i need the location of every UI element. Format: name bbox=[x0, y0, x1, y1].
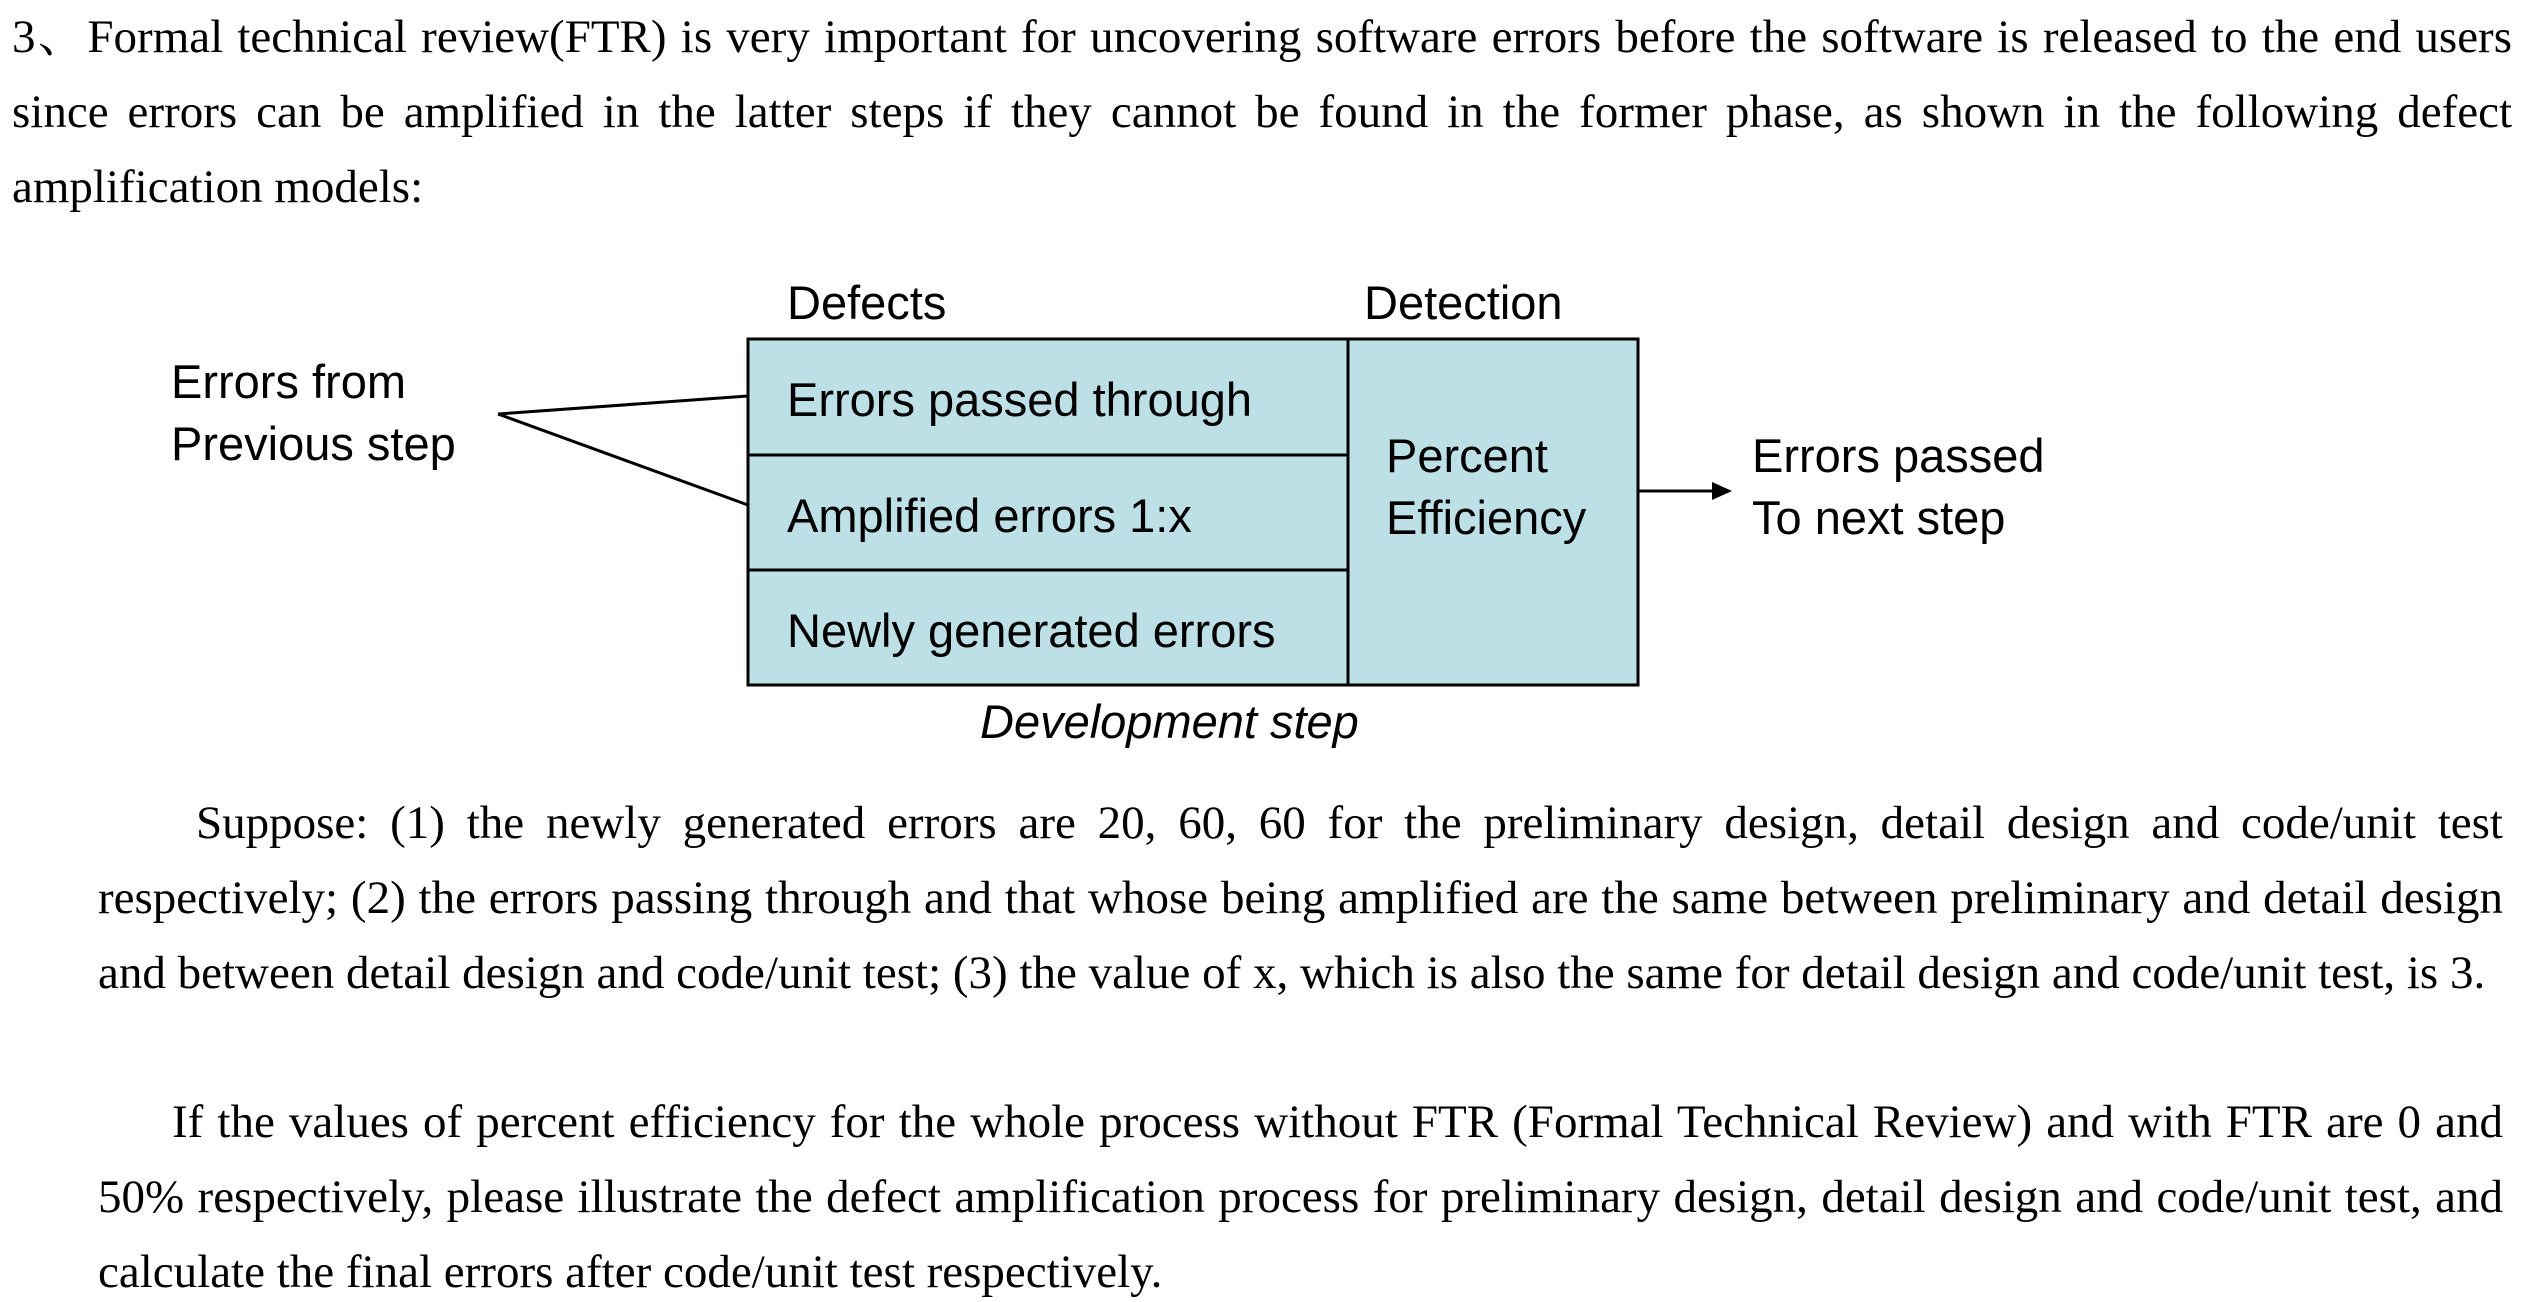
detection-header: Detection bbox=[1364, 276, 1563, 329]
input-line-lower bbox=[498, 414, 748, 505]
row-amplified-errors: Amplified errors 1:x bbox=[787, 489, 1192, 542]
suppose-paragraph: Suppose: (1) the newly generated errors are 20, 60, 60 for the preliminary design, detail design and code/unit test respectively; (2) the errors passing through and that whose being amplified are the same between preliminary and detail design and between detail design and code/unit test; (3) the value of x, which is also the same for detail design and code/unit test, is 3. bbox=[98, 797, 2503, 999]
input-line-upper bbox=[498, 396, 748, 414]
question-intro-paragraph: 3、Formal technical review(FTR) is very important for uncovering software errors before the software is released to the end users since errors can be amplified in the latter steps if they cannot be found in the former phase, as shown in the following defect amplification models: bbox=[12, 11, 2512, 213]
row-newly-generated-errors: Newly generated errors bbox=[787, 604, 1276, 657]
row-errors-passed-through: Errors passed through bbox=[787, 373, 1253, 426]
input-label-line1: Errors from bbox=[171, 355, 406, 408]
detection-label-line1: Percent bbox=[1386, 429, 1548, 482]
input-label-line2: Previous step bbox=[171, 417, 456, 470]
output-label-line2: To next step bbox=[1752, 491, 2006, 544]
detection-label-line2: Efficiency bbox=[1386, 491, 1587, 544]
task-paragraph: If the values of percent efficiency for the whole process without FTR (Formal Technical Review) and with FTR are 0 and 50% respectively, please illustrate the defect amplification process for preliminary design, detail design and code/unit test, and calculate the final errors after code/unit test respectively. bbox=[98, 1096, 2503, 1298]
output-label-line1: Errors passed bbox=[1752, 429, 2045, 482]
diagram-caption: Development step bbox=[980, 695, 1359, 748]
output-arrowhead bbox=[1712, 482, 1732, 500]
defects-header: Defects bbox=[787, 276, 947, 329]
